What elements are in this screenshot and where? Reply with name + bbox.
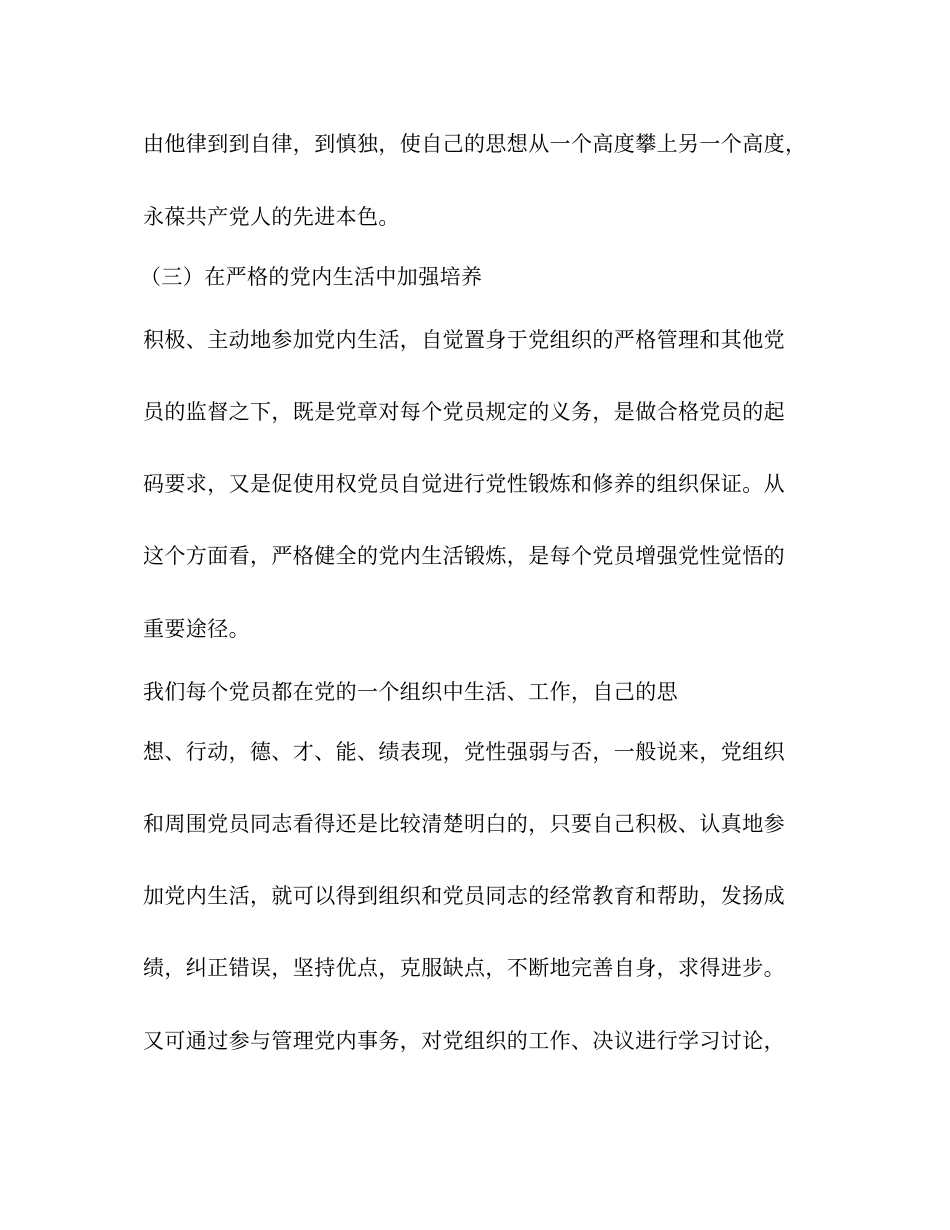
paragraph-line: 员的监督之下，既是党章对每个党员规定的义务，是做合格党员的起	[143, 400, 785, 424]
paragraph-line: 加党内生活，就可以得到组织和党员同志的经常教育和帮助，发扬成	[143, 884, 785, 908]
paragraph-line: 想、行动，德、才、能、绩表现，党性强弱与否，一般说来，党组织	[143, 740, 785, 764]
paragraph-line: 码要求，又是促使用权党员自觉进行党性锻炼和修养的组织保证。从	[143, 472, 785, 496]
paragraph-line: 这个方面看，严格健全的党内生活锻炼，是每个党员增强党性觉悟的	[143, 544, 785, 568]
paragraph-line: 我们每个党员都在党的一个组织中生活、工作，自己的思	[143, 680, 678, 704]
paragraph-line: 和周围党员同志看得还是比较清楚明白的，只要自己积极、认真地参	[143, 812, 785, 836]
paragraph-line: 由他律到到自律，到慎独，使自己的思想从一个高度攀上另一个高度，	[143, 132, 807, 156]
section-heading: （三）在严格的党内生活中加强培养	[140, 265, 483, 289]
paragraph-line: 永葆共产党人的先进本色。	[143, 205, 400, 229]
paragraph-line: 积极、主动地参加党内生活，自觉置身于党组织的严格管理和其他党	[143, 328, 785, 352]
paragraph-line: 又可通过参与管理党内事务，对党组织的工作、决议进行学习讨论，	[143, 1029, 785, 1053]
paragraph-line: 重要途径。	[143, 617, 250, 641]
paragraph-line: 绩，纠正错误，坚持优点，克服缺点，不断地完善自身，求得进步。	[143, 956, 785, 980]
